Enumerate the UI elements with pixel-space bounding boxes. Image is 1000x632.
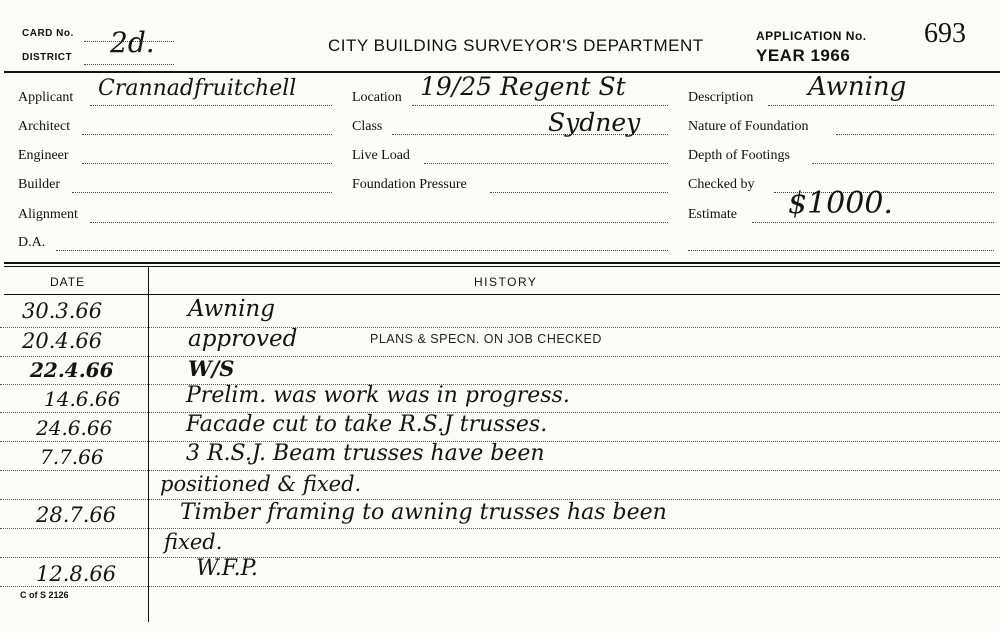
applicant-value: Crannadfruitchell bbox=[98, 76, 297, 101]
alignment-line bbox=[90, 222, 668, 223]
history-text: Facade cut to take R.S.J trusses. bbox=[186, 412, 548, 437]
builder-label: Builder bbox=[18, 177, 60, 192]
location-line bbox=[412, 105, 668, 106]
alignment-label: Alignment bbox=[18, 207, 78, 222]
description-line bbox=[768, 105, 994, 106]
location-label: Location bbox=[352, 90, 402, 105]
history-text: Awning bbox=[188, 296, 275, 322]
history-text: Prelim. was work was in progress. bbox=[186, 383, 570, 408]
architect-label: Architect bbox=[18, 119, 71, 134]
location-value-2: Sydney bbox=[548, 108, 641, 137]
history-rule bbox=[0, 327, 1000, 328]
applicant-line bbox=[90, 105, 332, 106]
estimate-label: Estimate bbox=[688, 207, 737, 222]
history-text: W.F.P. bbox=[196, 556, 258, 581]
history-rule bbox=[0, 586, 1000, 587]
form-code: C of S 2126 bbox=[20, 590, 69, 600]
history-text: W/S bbox=[188, 356, 235, 381]
year: YEAR 1966 bbox=[756, 46, 851, 65]
history-top-rule-2 bbox=[4, 266, 1000, 267]
history-header-rule bbox=[4, 294, 1000, 295]
architect-line bbox=[82, 134, 332, 135]
depth-of-footings-line bbox=[812, 163, 994, 164]
class-label: Class bbox=[352, 119, 383, 134]
history-text: Timber framing to awning trusses has been bbox=[180, 500, 667, 525]
department-title: CITY BUILDING SURVEYOR'S DEPARTMENT bbox=[328, 36, 704, 55]
history-date: 22.4.66 bbox=[30, 358, 114, 382]
nature-of-foundation-label: Nature of Foundation bbox=[688, 119, 809, 134]
history-date: 7.7.66 bbox=[40, 445, 104, 469]
history-date: 14.6.66 bbox=[44, 387, 121, 411]
history-text: 3 R.S.J. Beam trusses have been bbox=[186, 441, 545, 466]
history-header: HISTORY bbox=[474, 275, 538, 289]
history-rule bbox=[0, 557, 1000, 558]
live-load-label: Live Load bbox=[352, 148, 410, 163]
history-date: 24.6.66 bbox=[36, 416, 113, 440]
history-rule bbox=[0, 470, 1000, 471]
engineer-label: Engineer bbox=[18, 148, 69, 163]
history-text: fixed. bbox=[164, 530, 223, 554]
engineer-line bbox=[82, 163, 332, 164]
estimate-value: $1000. bbox=[788, 186, 893, 221]
history-date: 12.8.66 bbox=[36, 562, 117, 586]
card-no-label: CARD No. bbox=[22, 28, 74, 39]
history-top-rule bbox=[4, 262, 1000, 264]
builder-line bbox=[72, 192, 332, 193]
foundation-pressure-line bbox=[490, 192, 668, 193]
right-blank-line bbox=[688, 250, 994, 251]
checked-by-label: Checked by bbox=[688, 177, 755, 192]
date-header: DATE bbox=[50, 275, 86, 289]
foundation-pressure-label: Foundation Pressure bbox=[352, 177, 467, 192]
district-value: 2d. bbox=[110, 26, 155, 59]
description-label: Description bbox=[688, 90, 754, 105]
application-no-value: 693 bbox=[924, 18, 966, 49]
da-line bbox=[56, 250, 668, 251]
live-load-line bbox=[424, 163, 668, 164]
inspection-stamp: PLANS & SPECN. ON JOB CHECKED bbox=[370, 332, 602, 346]
nature-of-foundation-line bbox=[836, 134, 994, 135]
estimate-line bbox=[752, 222, 994, 223]
da-label: D.A. bbox=[18, 235, 46, 250]
district-line bbox=[84, 64, 174, 65]
history-rule bbox=[0, 528, 1000, 529]
history-date: 20.4.66 bbox=[22, 329, 103, 353]
district-label: DISTRICT bbox=[22, 52, 73, 63]
history-date: 30.3.66 bbox=[22, 299, 103, 323]
history-rule bbox=[0, 356, 1000, 357]
depth-of-footings-label: Depth of Footings bbox=[688, 148, 790, 163]
history-date: 28.7.66 bbox=[36, 503, 117, 527]
date-column-divider bbox=[148, 266, 149, 622]
history-text: positioned & fixed. bbox=[160, 472, 362, 496]
description-value: Awning bbox=[808, 72, 907, 102]
application-no-label: APPLICATION No. bbox=[756, 29, 867, 43]
history-text: approved bbox=[188, 326, 298, 352]
location-value-1: 19/25 Regent St bbox=[420, 72, 626, 101]
applicant-label: Applicant bbox=[18, 90, 74, 105]
